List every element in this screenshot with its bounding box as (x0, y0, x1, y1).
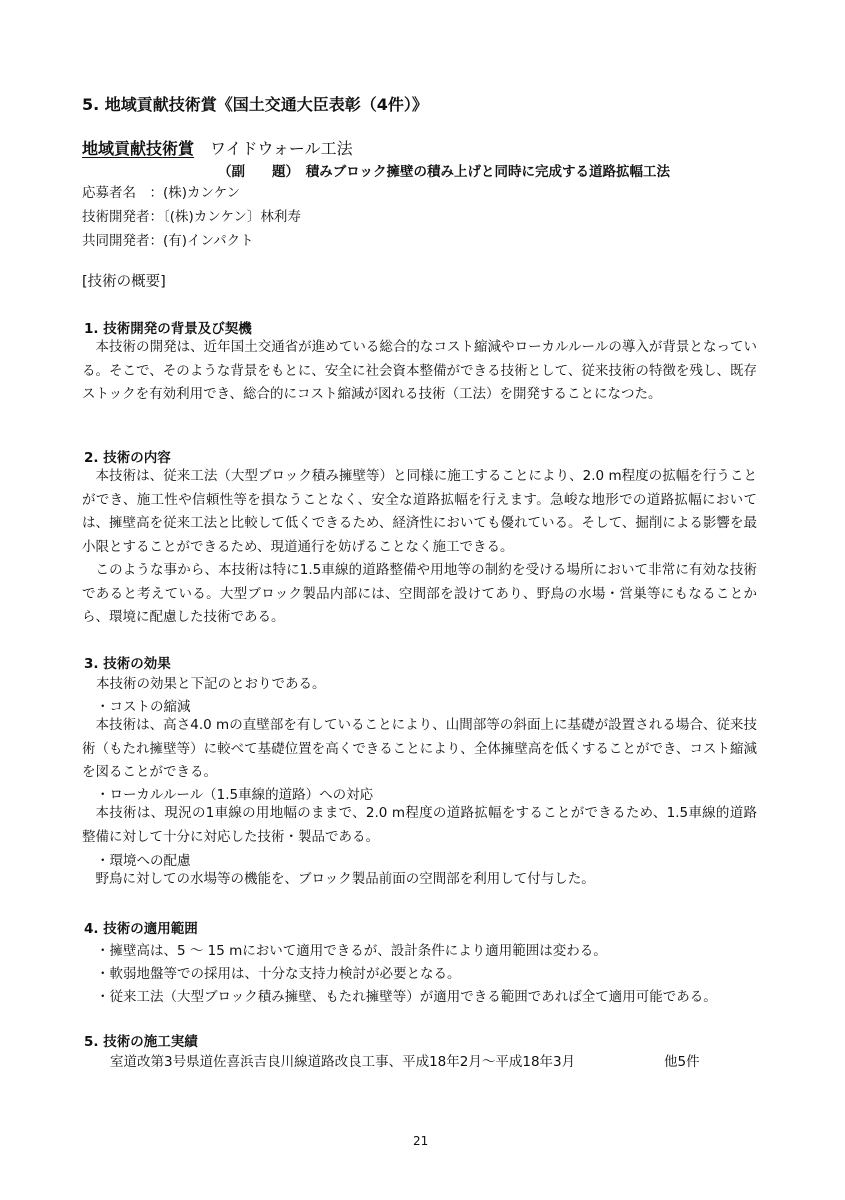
overview-title: [技術の概要] (82, 274, 166, 290)
meta-value: (有)インパクト (163, 233, 254, 249)
page-number: 21 (413, 1134, 429, 1148)
section-2-paragraph-1: 本技術は、従来工法（大型ブロック積み擁壁等）と同様に施工することにより、2.0 m程度の拡幅を行うことができ、施工性や信頼性等を損なうことなく、安全な道路拡幅を行えます。急峻な地形での道路拡幅においては、擁壁高を従来工法と比較して低くできるため、経済性においても優れている。そして、掘削による影響を最小限とすることができるため、現道通行を妨げることなく施工できる。 (82, 468, 757, 555)
section-2-paragraph-2: このような事から、本技術は特に1.5車線的道路整備や用地等の制約を受ける場所において非常に有効な技術であると考えている。大型ブロック製品内部には、空間部を設けてあり、野鳥の水場・営巣等にもなることから、環境に配慮した技術である。 (82, 562, 757, 625)
scope-line-3: ・従来工法（大型ブロック積み擁壁、もたれ擁壁等）が適用できる範囲であれば全て適用可能である。 (96, 989, 717, 1005)
meta-label: 共同開発者： (82, 233, 163, 249)
scope-line-1: ・擁壁高は、5 ～ 15 mにおいて適用できるが、設計条件により適用範囲は変わる。 (96, 943, 607, 959)
section-1-paragraph: 本技術の開発は、近年国土交通省が進めている総合的なコスト縮減やローカルルールの導入が背景となっている。そこで、そのような背景をもとに、安全に社会資本整備ができる技術として、従来技術の特徴を残し、既存ストックを有効利用でき、総合的にコスト縮減が図れる技術（工法）を開発することになつた。 (82, 339, 757, 402)
section-3-intro: 本技術の効果と下記のとおりである。 (96, 676, 326, 692)
section-5-title: 5. 技術の施工実績 (84, 1034, 198, 1050)
construction-record: 室道改第3号県道佐喜浜吉良川線道路改良工事、平成18年2月～平成18年3月 (110, 1054, 576, 1070)
award-label: 地域貢献技術賞 (82, 139, 195, 158)
applicant-row (82, 181, 240, 201)
subtitle-text: 積みブロック擁壁の積み上げと同時に完成する道路拡幅工法 (305, 164, 670, 180)
meta-label: 応募者名 ： (82, 185, 163, 201)
effect-3-text: 野鳥に対しての水場等の機能を、ブロック製品前面の空間部を利用して付与した。 (95, 871, 595, 887)
award-title (82, 136, 353, 159)
meta-label: 技術開発者： (82, 209, 163, 225)
meta-value: (株)カンケン (163, 185, 241, 201)
section-2-title: 2. 技術の内容 (84, 450, 171, 466)
effect-1-text: 本技術は、高さ4.0 mの直壁部を有していることにより、山間部等の斜面上に基礎が設置される場合、従来技術（もたれ擁壁等）に較べて基礎位置を高くできることにより、全体擁壁高を低くすることができ、コスト縮減を図ることができる。 (82, 717, 757, 780)
award-subtitle (218, 160, 670, 180)
section-1-title: 1. 技術開発の背景及び契機 (84, 321, 252, 337)
effect-1-bullet: ・コストの縮減 (96, 699, 191, 715)
subtitle-label: （副 題） (218, 164, 293, 180)
section-4-title: 4. 技術の適用範囲 (84, 921, 198, 937)
effect-2-bullet: ・ローカルルール（1.5車線的道路）への対応 (96, 787, 374, 803)
developer-row (82, 205, 301, 225)
effect-3-bullet: ・環境への配慮 (96, 853, 191, 869)
scope-line-2: ・軟弱地盤等での採用は、十分な支持力検討が必要となる。 (96, 966, 461, 982)
section-3-title: 3. 技術の効果 (84, 656, 171, 672)
effect-2-text: 本技術は、現況の1車線の用地幅のままで、2.0 m程度の道路拡幅をすることができるため、1.5車線的道路整備に対して十分に対応した技術・製品である。 (82, 805, 757, 845)
section-heading: 5. 地域貢献技術賞《国土交通大臣表彰（4件）》 (82, 95, 428, 114)
construction-other: 他5件 (664, 1054, 700, 1070)
award-name: ワイドウォール工法 (210, 139, 353, 158)
co-developer-row (82, 229, 254, 249)
meta-value: 〔(株)カンケン〕林利寿 (163, 209, 301, 225)
